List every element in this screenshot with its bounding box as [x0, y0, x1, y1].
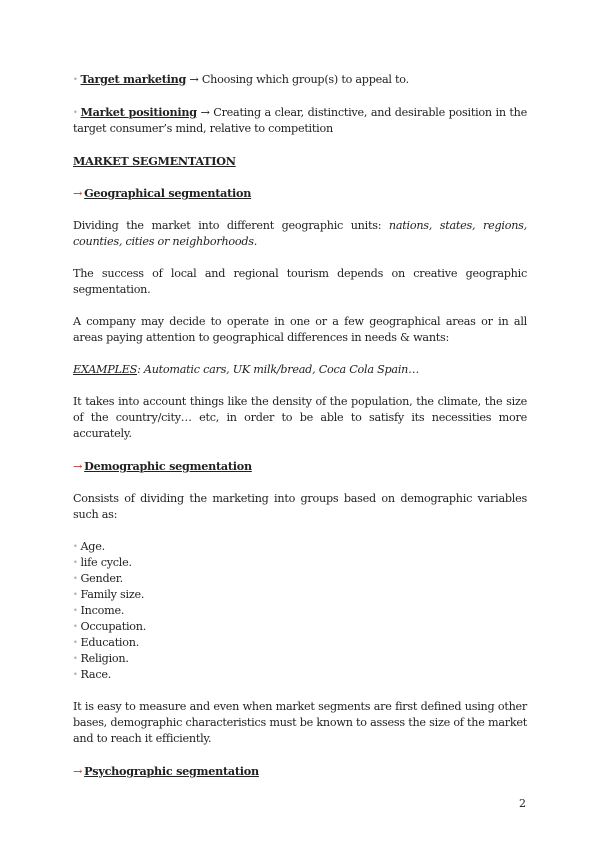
demographic-paragraph-measure: It is easy to measure and even when market segments are first defined using other bases, demographic characteristics must be known to assess the size of the market and to reach it efficiently. — [73, 700, 527, 745]
geographical-paragraph-density: It takes into account things like the density of the population, the climate, the size of the country/city… etc, in order to be able to satisfy its necessities more accurately. — [73, 395, 527, 440]
list-item: • life cycle. — [73, 556, 132, 569]
list-item: • Income. — [73, 604, 125, 617]
geographical-paragraph-areas: A company may decide to operate in one or a few geographical areas or in all areas paying attention to geographical differences in needs & wants: — [73, 315, 527, 344]
market-positioning-text: Creating a clear, distinctive, and desirable position in the target consumer’s mind, relative to competition — [73, 106, 528, 135]
arrow-icon: → — [73, 765, 83, 778]
bullet-icon: • — [73, 670, 78, 679]
list-item: • Occupation. — [73, 620, 147, 633]
list-item: • Family size. — [73, 588, 145, 601]
psychographic-heading — [73, 763, 527, 780]
bullet-icon: • — [73, 622, 78, 631]
page-content — [73, 71, 527, 780]
arrow-icon: → — [200, 106, 210, 119]
market-positioning-term: Market positioning — [80, 105, 197, 119]
psychographic-heading-text: Psychographic segmentation — [84, 764, 259, 778]
list-item: • Religion. — [73, 652, 129, 665]
bullet-icon: • — [73, 108, 78, 117]
examples-text: : Automatic cars, UK milk/bread, Coca Cola Spain… — [137, 363, 420, 376]
bullet-icon: • — [73, 574, 78, 583]
list-item: • Race. — [73, 668, 112, 681]
geographical-heading-text: Geographical segmentation — [84, 186, 252, 200]
demographic-definition: Consists of dividing the marketing into groups based on demographic variables such as: — [73, 492, 527, 521]
arrow-icon: → — [189, 73, 199, 86]
target-marketing-item — [73, 71, 527, 88]
section-title: MARKET SEGMENTATION — [73, 154, 236, 168]
demographic-heading — [73, 458, 527, 475]
bullet-icon: • — [73, 638, 78, 647]
target-marketing-text: Choosing which group(s) to appeal to. — [201, 73, 409, 86]
geographical-definition-text: Dividing the market into different geographic units: — [73, 219, 389, 232]
geographical-heading — [73, 185, 527, 202]
demographic-variables-list — [73, 539, 527, 683]
bullet-icon: • — [73, 558, 78, 567]
arrow-icon: → — [73, 187, 83, 200]
bullet-icon: • — [73, 542, 78, 551]
bullet-icon: • — [73, 606, 78, 615]
bullet-icon: • — [73, 590, 78, 599]
geographical-examples — [73, 362, 527, 378]
target-marketing-term: Target marketing — [80, 72, 187, 86]
demographic-heading-text: Demographic segmentation — [84, 459, 252, 473]
geographical-paragraph-tourism: The success of local and regional tourism depends on creative geographic segmentation. — [73, 267, 527, 296]
arrow-icon: → — [73, 460, 83, 473]
list-item: • Gender. — [73, 572, 123, 585]
geographical-definition — [73, 218, 527, 250]
list-item: • Education. — [73, 636, 140, 649]
geographical-units: nations, states, regions, counties, cities or neighborhoods. — [73, 219, 527, 248]
bullet-icon: • — [73, 654, 78, 663]
bullet-icon: • — [73, 75, 78, 84]
page-number: 2 — [519, 797, 526, 810]
list-item: • Age. — [73, 540, 105, 553]
market-positioning-item — [73, 104, 527, 137]
examples-label: EXAMPLES — [73, 363, 138, 376]
